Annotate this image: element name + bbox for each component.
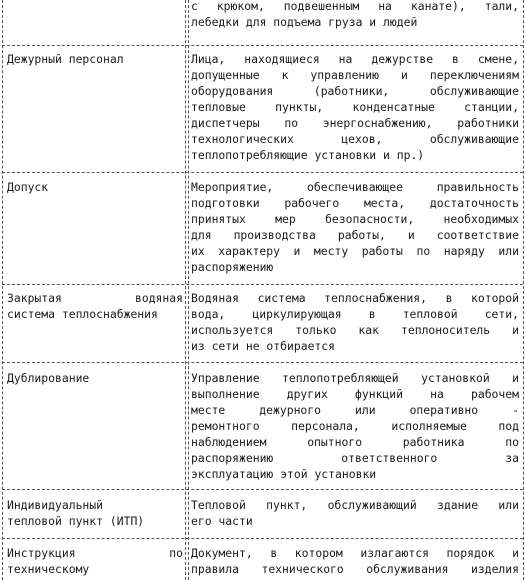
definition-line: из сети не отбирается bbox=[191, 339, 336, 353]
definition-line: допущенные к управлению и переключениям bbox=[191, 68, 519, 82]
definition-cell bbox=[191, 497, 519, 529]
term-line: Индивидуальный bbox=[7, 498, 104, 512]
row-divider bbox=[2, 284, 523, 285]
term-cell bbox=[7, 51, 183, 67]
definition-line: используется только как теплоноситель и bbox=[191, 323, 519, 337]
term-cell bbox=[7, 370, 183, 386]
term-line: Дублирование bbox=[7, 371, 90, 385]
definition-cell bbox=[191, 290, 519, 354]
definition-cell bbox=[191, 0, 519, 30]
definition-line: оборудования (работники, обслуживающие bbox=[191, 84, 519, 98]
definition-line: месте дежурного или оперативно - bbox=[191, 403, 519, 417]
term-line: Дежурный персонал bbox=[7, 52, 124, 66]
definition-cell bbox=[191, 545, 519, 577]
definition-line: Лица, находящиеся на дежурстве в смене, bbox=[191, 52, 519, 66]
definition-line: с крюком, подвешенным на канате), тали, bbox=[191, 0, 519, 13]
definition-line: Водяная система теплоснабжения, в которой bbox=[191, 291, 519, 305]
table-border-left bbox=[2, 0, 3, 580]
definition-line: распоряжению bbox=[191, 260, 274, 274]
term-line: техническому bbox=[7, 562, 90, 576]
definition-cell bbox=[191, 179, 519, 275]
definition-cell bbox=[191, 51, 519, 163]
table-border-right bbox=[523, 0, 524, 580]
definition-line: вода, циркулирующая в тепловой сети, bbox=[191, 307, 519, 321]
term-cell bbox=[7, 179, 183, 195]
definition-line: лебедки для подъема груза и людей bbox=[191, 15, 418, 29]
definition-line: ремонтного персонала, исполняемые под bbox=[191, 419, 519, 433]
definition-line: эксплуатацию этой установки bbox=[191, 467, 377, 481]
definition-line: подготовки рабочего места, достаточность bbox=[191, 196, 519, 210]
definition-line: выполнение других функций на рабочем bbox=[191, 387, 519, 401]
term-line: система теплоснабжения bbox=[7, 307, 158, 321]
definition-line: распоряжению ответственного за bbox=[191, 451, 519, 465]
definition-line: диспетчеры по энергоснабжению, работники bbox=[191, 116, 519, 130]
definition-line: принятых мер безопасности, необходимых bbox=[191, 212, 519, 226]
definition-line: технологических цехов, обслуживающие bbox=[191, 132, 519, 146]
column-divider-inner bbox=[188, 0, 189, 580]
term-cell bbox=[7, 545, 183, 577]
term-line: тепловой пункт (ИТП) bbox=[7, 514, 145, 528]
term-cell bbox=[7, 290, 183, 322]
definition-line: теплопотребляющие установки и пр.) bbox=[191, 148, 425, 162]
term-line: Допуск bbox=[7, 180, 49, 194]
definition-line: для производства работы, и соответствие bbox=[191, 228, 519, 242]
term-cell bbox=[7, 497, 183, 529]
definition-cell bbox=[191, 370, 519, 482]
definition-line: тепловые пункты, конденсатные станции, bbox=[191, 100, 519, 114]
definition-line: Документ, в котором излагаются порядок и bbox=[191, 546, 519, 560]
definition-line: его части bbox=[191, 514, 253, 528]
definition-line: правила технического обслуживания изделия bbox=[191, 562, 519, 576]
definition-line: Мероприятие, обеспечивающее правильность bbox=[191, 180, 519, 194]
definition-line: Управление теплопотребляющей установкой и bbox=[191, 371, 519, 385]
row-divider bbox=[2, 362, 523, 363]
row-divider bbox=[2, 172, 523, 173]
definition-line: их характеру и месту работы по наряду или bbox=[191, 244, 519, 258]
column-divider bbox=[185, 0, 186, 580]
term-line: Закрытая водяная bbox=[7, 291, 183, 305]
definition-line: наблюдением опытного работника по bbox=[191, 435, 519, 449]
term-line: Инструкция по bbox=[7, 546, 183, 560]
definition-line: Тепловой пункт, обслуживающий здание или bbox=[191, 498, 519, 512]
row-divider bbox=[2, 45, 523, 46]
row-divider bbox=[2, 538, 523, 539]
row-divider bbox=[2, 489, 523, 490]
